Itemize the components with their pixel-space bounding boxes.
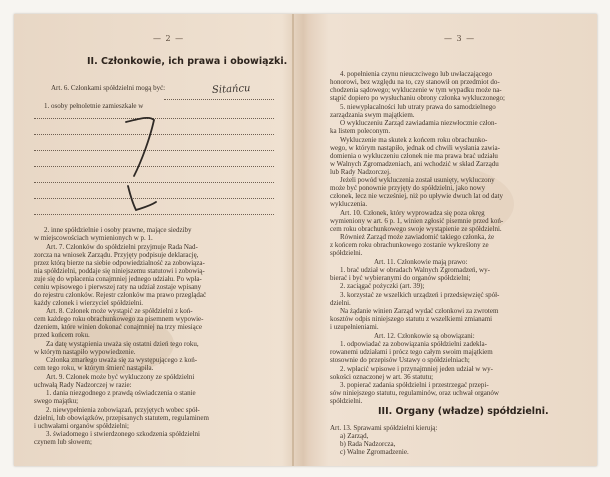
text-line: czynem lub słowem; — [34, 438, 92, 446]
text-line: 1. odpowiadać za zobowiązania spółdzielni zadekla- — [340, 340, 487, 348]
text-line: a) Zarząd, — [340, 432, 369, 440]
text-line: Art. 13. Sprawami spółdzielni kierują: — [330, 424, 438, 432]
section-heading: III. Organy (władze) spółdzielni. — [378, 406, 549, 417]
text-line: 4. popełnienia czynu nieuczciwego lub uwłaczającego — [340, 70, 492, 78]
text-line: 2. wpłacić wpisowe i przynajmniej jeden udział w wy- — [340, 365, 493, 373]
text-line: domienia o wykluczeniu członek nie ma prawa brać udziału — [330, 152, 498, 160]
text-line: Jeżeli powód wykluczenia został usunięty, wykluczony — [340, 176, 495, 184]
text-line: Art. 11. Członkowie mają prawo: — [374, 258, 468, 266]
text-line: honorowi, bez względu na to, czy stanowił on przedmiot do- — [330, 78, 500, 86]
text-line: 3. popierać zadania spółdzielni i przestrzegać przepi- — [340, 381, 489, 389]
text-line: i uchwałami organów spółdzielni; — [34, 422, 129, 430]
text-line: zuje się do wpłacenia conajmniej jednego udziału. Po wpła- — [34, 275, 202, 283]
text-line: rowanemi udziałami i prócz tego całym swoim majątkiem — [330, 348, 493, 356]
text-line: wykluczenia. — [330, 200, 368, 208]
text-line: przez którą bierze na siebie odpowiedzialność za zobowiąza- — [34, 259, 205, 267]
text-line: 5. niewypłacalności lub utraty prawa do samodzielnego — [340, 103, 496, 111]
text-line: 1. osoby pełnoletnie zamieszkałe w — [44, 102, 144, 110]
text-line: przed końcem roku. — [34, 331, 90, 339]
text-line: nia spółdzielni, poddaje się niniejszemu statutowi i zobowią- — [34, 267, 205, 275]
page-number: — 3 — — [444, 34, 476, 43]
text-line: swego majątku; — [34, 397, 79, 405]
text-line: Art. 12. Członkowie są obowiązani: — [374, 332, 475, 340]
text-line: O wykluczeniu Zarząd zawiadamia niezwłocznie człon- — [340, 119, 497, 127]
section-heading: II. Członkowie, ich prawa i obowiązki. — [87, 56, 288, 67]
text-line: zarządzania swym majątkiem. — [330, 111, 415, 119]
text-line: Art. 7. Członków do spółdzielni przyjmuje Rada Nad- — [46, 243, 198, 251]
text-line: stąpić dopiero po wysłuchaniu obrony członka wykluczonego; — [330, 94, 505, 102]
text-line: bierać i być wybieranymi do organów spółdzielni; — [330, 274, 471, 282]
text-line: do rejestru członków. Rejestr członków ma prawo przeglądać — [34, 291, 207, 299]
text-line: cem tego roku, w którym śmierć nastąpiła. — [34, 364, 154, 372]
text-line: c) Walne Zgromadzenie. — [340, 448, 409, 456]
text-line: 3. świadomego i stwierdzonego szkodzenia spółdzielni — [46, 430, 200, 438]
text-line: spółdzielni. — [330, 249, 363, 257]
text-line: 3. korzystać ze wszelkich urządzeń i przedsięwzięć spół- — [340, 291, 500, 299]
text-line: chodzenia sądowego; wykluczenie w tym wypadku może na- — [330, 86, 502, 94]
text-line: każdy członek i wierzyciel spółdzielni. — [34, 299, 144, 307]
text-line: ka listem poleconym. — [330, 127, 391, 135]
text-line: dzeniem, które winien dokonać conajmniej na trzy miesiące — [34, 323, 202, 331]
text-line: wymieniony w art. 6 p. 1, winien zgłosić pisemnie przed koń- — [330, 217, 504, 225]
text-line: wego, w którym nastąpiło, jednak od chwili wysłania zawia- — [330, 144, 500, 152]
text-line: w Walnych Zgromadzeniach, ani wchodzić w skład Zarządu — [330, 160, 499, 168]
text-line: Art. 9. Członek może być wykluczony ze spółdzielni — [46, 373, 195, 381]
text-line: sów niniejszego statutu, regulaminów, oraz uchwał organów — [330, 389, 499, 397]
text-line: 1. dania niezgodnego z prawdą oświadczenia o stanie — [46, 389, 196, 397]
text-line: sokości oznaczonej w art. 36 statutu; — [330, 373, 434, 381]
text-line: 2. inne spółdzielnie i osoby prawne, mające siedziby — [44, 226, 192, 234]
text-line: ceniu wpisowego i pierwszej raty na udział zostaje wpisany — [34, 283, 202, 291]
text-line: uchwałą Rady Nadzorczej w razie: — [34, 381, 132, 389]
text-line: członek, lecz nie wcześniej, niż po upływie dwuch lat od daty — [330, 192, 503, 200]
text-line: 2. niewypełnienia zobowiązań, przyjętych wobec spół- — [46, 406, 200, 414]
text-line: i uzupełnieniami. — [330, 323, 379, 331]
text-line: kosztów odpis niniejszego statutu z wszelkiemi zmianami — [330, 315, 493, 323]
text-line: Art. 8. Członek może wystąpić ze spółdzielni z koń- — [46, 307, 193, 315]
text-line: cem roku obrachunkowego swoje wystąpienie ze spółdzielni. — [330, 225, 502, 233]
text-line: w miejscowościach wymienionych w p. 1. — [34, 234, 153, 242]
text-line: Na żądanie winien Zarząd wydać członkowi za zwrotem — [340, 307, 499, 315]
text-line: lub Rady Nadzorczej. — [330, 168, 391, 176]
text-line: 2. zaciągać pożyczki (art. 39); — [340, 282, 425, 290]
text-line: Za datę wystąpienia uważa się ostatni dzień tego roku, — [46, 340, 199, 348]
handwritten-place-name: Sitańcu — [211, 82, 251, 97]
right-page — [294, 14, 597, 466]
text-line: Członka zmarłego uważa się za występującego z koń- — [46, 356, 198, 364]
text-line: stosownie do przepisów Ustawy o spółdzielniach; — [330, 356, 470, 364]
text-line: w którym nastąpiło wypowiedzenie. — [34, 348, 136, 356]
text-line: 1. brać udział w obradach Walnych Zgromadzeń, wy- — [340, 266, 490, 274]
text-line: może być ponownie przyjęty do spółdzielni, jako nowy — [330, 184, 486, 192]
text-line: zorcza na wniosek Zarządu. Przyjęty podpisuje deklarację, — [34, 251, 199, 259]
text-line: cem każdego roku obrachunkowego za pisemnem wypowie- — [34, 315, 204, 323]
text-line: spółdzielni. — [330, 397, 363, 405]
text-line: Art. 10. Członek, który wyprowadza się poza okręg — [340, 209, 485, 217]
text-line: Również Zarząd może zawiadomić takiego członka, że — [340, 233, 495, 241]
page-number: — 2 — — [153, 34, 185, 43]
text-line: dzielni. — [330, 299, 351, 307]
text-line: dzielni, lub obowiązków, przepisanych statutem, regulaminem — [34, 414, 209, 422]
text-line: z końcem roku obrachunkowego zostanie wykreślony ze — [330, 241, 489, 249]
text-line: Wykluczenie ma skutek z końcem roku obrachunko- — [340, 136, 488, 144]
left-page — [14, 14, 292, 466]
text-line: Art. 6. Członkami spółdzielni mogą być: — [51, 84, 166, 92]
text-line: b) Rada Nadzorcza, — [340, 440, 396, 448]
